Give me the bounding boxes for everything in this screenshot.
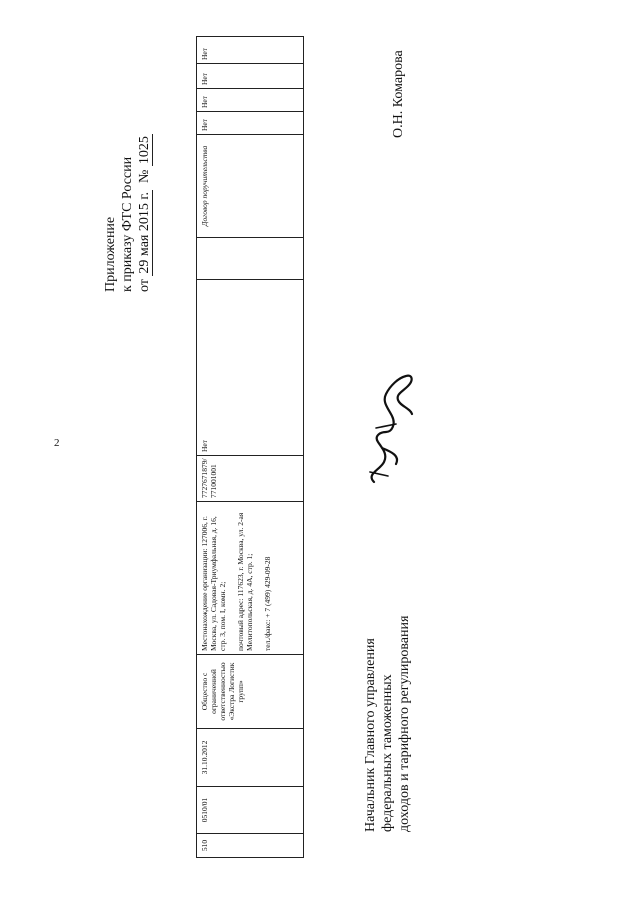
page-number: 2 [54, 437, 60, 449]
cell-empty [197, 237, 303, 279]
address-postal: почтовый адрес: 117623, г. Москва, ул. 2-ая Мелитопольская, д. 4А, стр. 1; [236, 512, 254, 651]
signatory-name: О.Н. Комарова [391, 50, 406, 138]
order-date: 29 мая 2015 г. [137, 191, 152, 274]
register-table-row [196, 36, 304, 858]
cell-flag-1: Нет [197, 111, 303, 134]
position-line-1: Начальник Главного управления [363, 638, 378, 832]
appendix-date-line [136, 134, 153, 292]
cell-inn-kpp: 7727671879/ 771001001 [197, 455, 303, 501]
cell-flag-3: Нет [197, 63, 303, 88]
number-prefix: № [137, 169, 152, 183]
appendix-title: Приложение [103, 216, 118, 292]
cell-no: Нет [197, 279, 303, 455]
cell-code: 0510/01 [197, 786, 303, 833]
cell-basis: Договор поручительства [197, 134, 303, 237]
cell-index: 510 [197, 833, 303, 857]
date-prefix: от [137, 279, 152, 292]
cell-flag-2: Нет [197, 88, 303, 111]
position-line-3: доходов и тарифного регулирования [397, 615, 412, 832]
cell-org-name: Общество с ограниченной ответственностью «Экстра Логистик групп» [197, 654, 303, 728]
cell-date: 31.10.2012 [197, 728, 303, 786]
cell-flag-4: Нет [200, 47, 209, 60]
order-number: 1025 [137, 136, 152, 165]
appendix-order: к приказу ФТС России [120, 156, 135, 292]
position-line-2: федеральных таможенных [380, 674, 395, 832]
appendix-header [102, 134, 153, 292]
cell-address [197, 501, 303, 654]
signature-caption [362, 616, 413, 832]
handwritten-signature [352, 368, 422, 488]
address-location: Местонахождение организации: 127006, г. Москва, ул. Садовая-Триумфальная, д. 16, стр. 3, пом. I, комн. 2; [200, 516, 227, 651]
address-phone: тел./факс: + 7 (499) 429-09-28 [263, 556, 272, 651]
